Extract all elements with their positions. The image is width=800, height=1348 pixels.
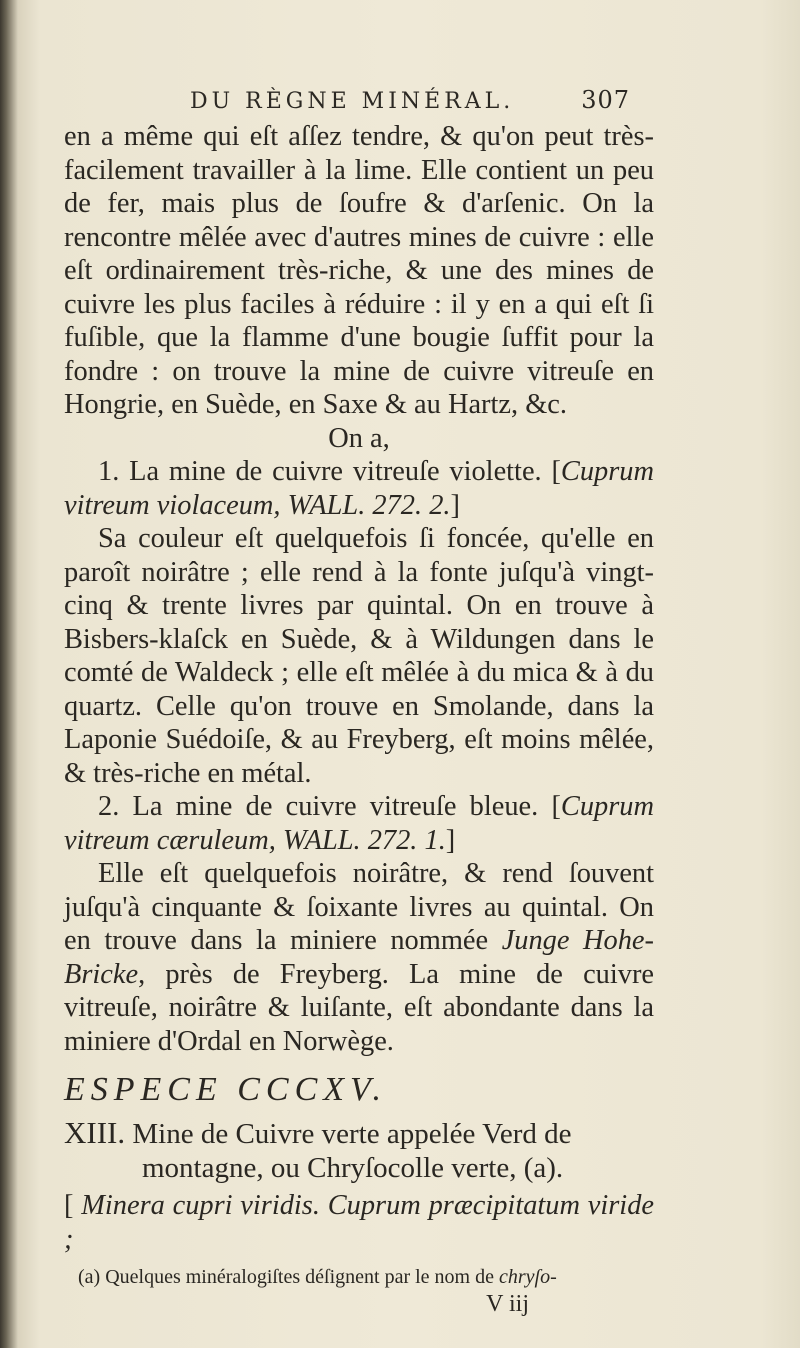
section-title-line-1 — [64, 1116, 654, 1151]
footnote-italic: chryſo- — [498, 1266, 557, 1288]
section-number: XIII. — [64, 1115, 126, 1150]
latin-text: Minera cupri viridis. Cuprum præcipitatum viride ; — [64, 1190, 654, 1255]
footnote-text: (a) Quelques minéralogiſtes déſignent par le nom de — [78, 1266, 499, 1288]
signature-mark: V iij — [486, 1291, 529, 1317]
item-2-title: 2. La mine de cuivre vitreuſe bleue. [ — [98, 791, 561, 822]
latin-open-bracket: [ — [64, 1190, 74, 1221]
item-2-text-a: Elle eſt quelquefois noirâtre, & rend ſouvent juſqu'à cinquante & ſoixante livres au quintal. On en trouve dans la miniere nommée — [64, 858, 654, 956]
section-title-a: Mine de Cuivre verte appelée Verd de — [132, 1118, 572, 1150]
mine-name: Junge Hohe-Bricke — [64, 925, 654, 990]
running-title: DU RÈGNE MINÉRAL. — [190, 89, 515, 114]
item-2-heading — [64, 790, 654, 857]
on-a-line: On a, — [328, 422, 390, 454]
item-2-text-b: , près de Freyberg. La mine de cuivre vitreuſe, noirâtre & luiſante, eſt abondante dans la miniere d'Ordal en Norwège. — [64, 958, 654, 1057]
item-2-description — [64, 857, 654, 1058]
item-1-title: 1. La mine de cuivre vitreuſe violette. [ — [98, 456, 561, 487]
species-heading: ESPECE CCCXV. — [64, 1071, 387, 1108]
page-number: 307 — [581, 86, 630, 114]
paragraph-continuation: en a même qui eſt aſſez tendre, & qu'on peut très-facilement travailler à la lime. Elle contient un peu de fer, mais plus de ſoufre & d'arſenic. On la rencontre mêlée avec d'autres mines de cuivre : elle eſt ordinairement très-riche, & une des mines de cuivre les plus faciles à réduire : il y en a qui eſt ſi fuſible, que la flamme d'une bougie ſuffit pour la fondre : on trouve la mine de cuivre vitreuſe en Hongrie, en Suède, en Saxe & au Hartz, &c. — [64, 121, 654, 420]
item-1-heading — [64, 455, 654, 522]
page-text — [64, 120, 654, 1318]
item-1-close: ] — [450, 489, 460, 521]
running-header — [190, 86, 630, 122]
item-2-close: ] — [445, 824, 456, 856]
item-2-reference: Cuprum vitreum cæruleum, WALL. 272. 1. — [64, 791, 654, 856]
item-1-description: Sa couleur eſt quelquefois ſi foncée, qu'elle en paroît noirâtre ; elle rend à la fonte juſqu'à vingt-cinq & trente livres par quintal. On en trouve à Bisbers-klaſck en Suède, & à Wildungen dans le comté de Waldeck ; elle eſt mêlée à du mica & à du quartz. Celle qu'on trouve en Smolande, dans la Laponie Suédoiſe, & au Freyberg, eſt moins mêlée, & très-riche en métal. — [64, 523, 654, 789]
item-1-reference: Cuprum vitreum violaceum, WALL. 272. 2. — [64, 456, 654, 521]
latin-reference — [64, 1189, 654, 1256]
footnote — [64, 1264, 654, 1290]
section-title-line-2: montagne, ou Chryſocolle verte, (a). — [142, 1152, 564, 1184]
